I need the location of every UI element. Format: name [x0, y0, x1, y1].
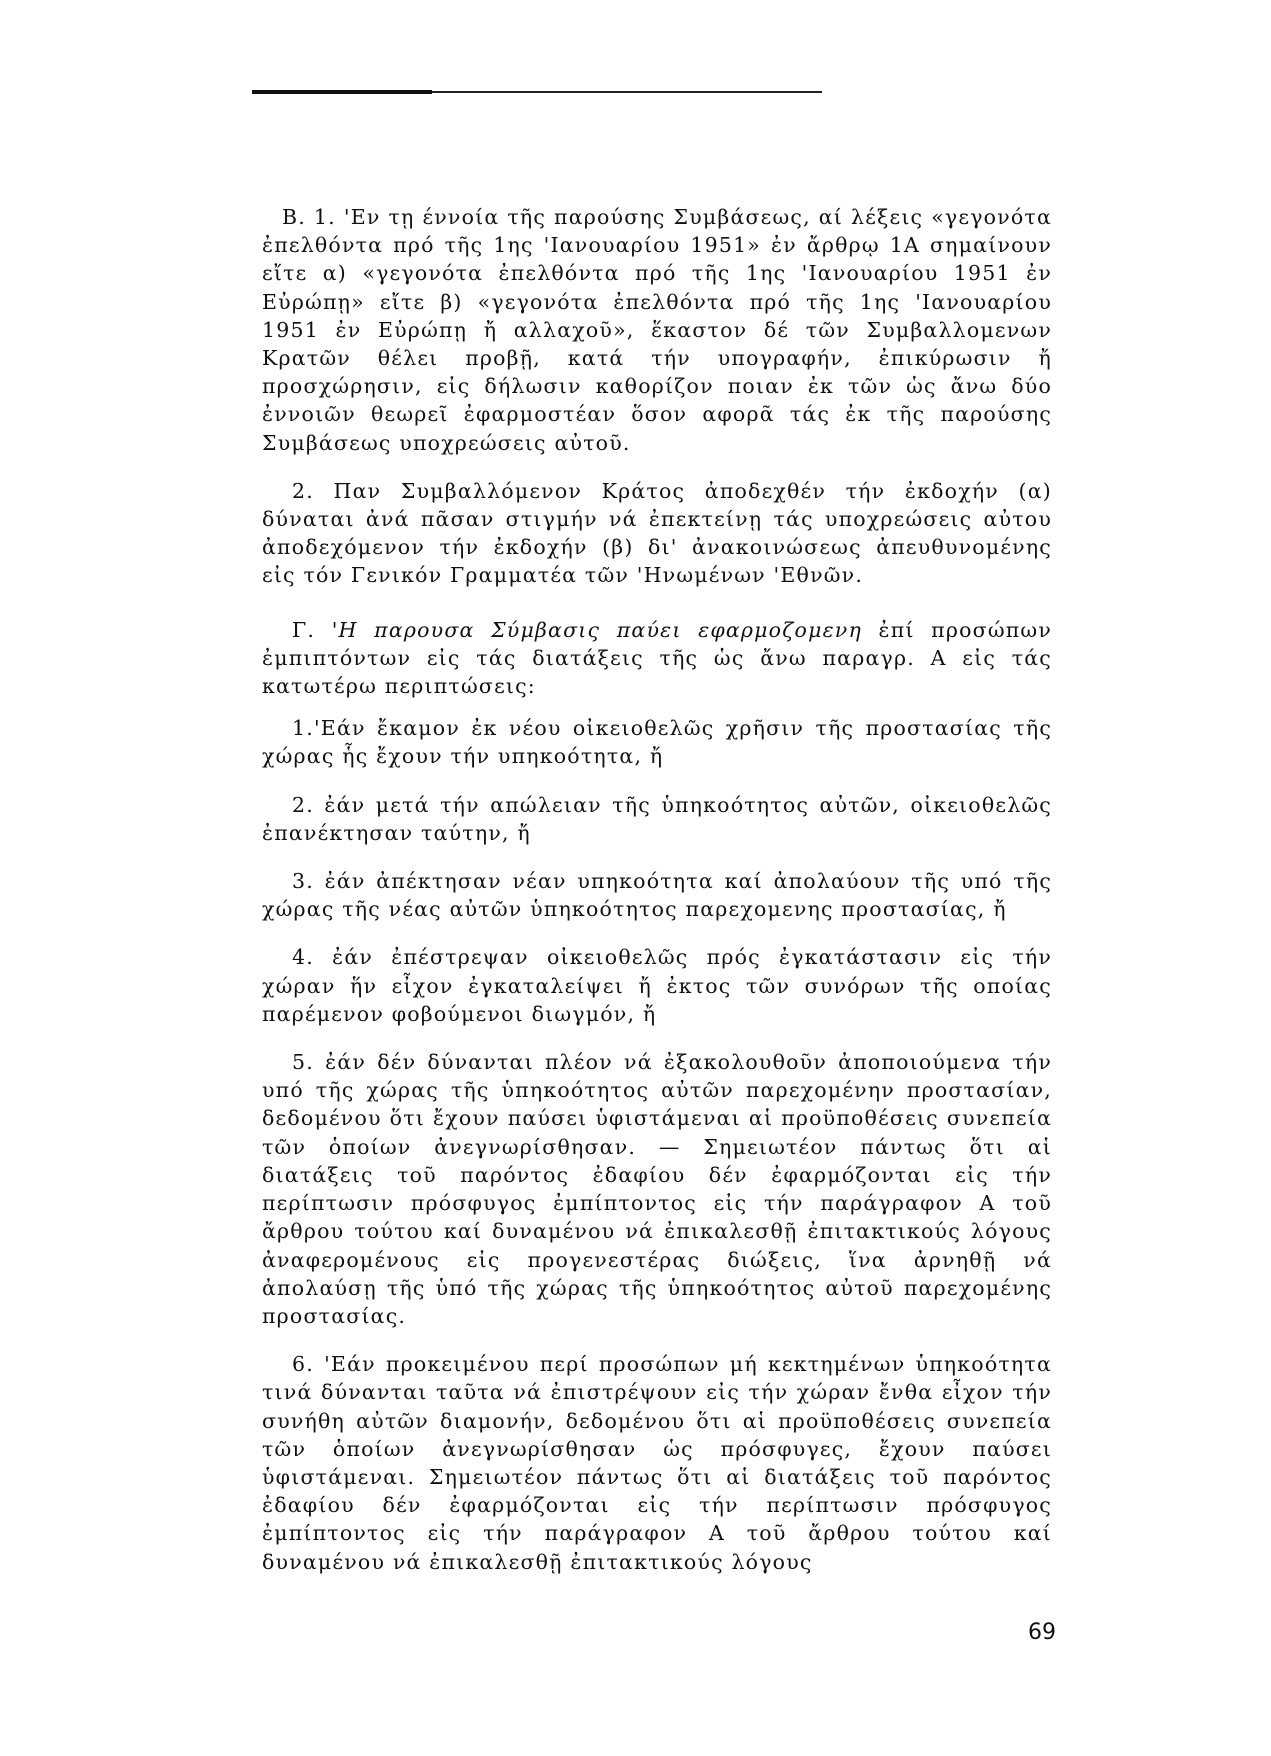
- paragraph-label: 2.: [292, 478, 314, 503]
- list-item-text: ἐάν ἀπέκτησαν νέαν υπηκοότητα καί ἀπολαύουν τῆς υπό τῆς χώρας τῆς νέας αὐτῶν ὑπηκοότητος παρεχομενης προστασίας, ἤ: [262, 869, 1052, 922]
- paragraph-b1: [262, 203, 1052, 457]
- list-item-1: [262, 714, 1052, 770]
- list-item-label: 2.: [292, 792, 314, 817]
- list-item-6: [262, 1350, 1052, 1576]
- paragraph-text: Παν Συμβαλλόμενον Κράτος ἀποδεχθέν τήν ἐκδοχήν (α) δύναται ἀνά πᾶσαν στιγμήν νά ἐπεκτείνῃ τάς υποχρεώσεις αὐτου ἀποδεχόμενον τήν ἐκδοχήν (β) δι' ἀνακοινώσεως ἀπευθυνομένης εἰς τόν Γενικόν Γραμματέα τῶν 'Ηνωμένων 'Εθνῶν.: [262, 478, 1052, 588]
- paragraph-label: Γ.: [292, 617, 316, 642]
- list-item-text: 'Εάν ἔκαμον ἐκ νέου οἰκειοθελῶς χρῆσιν τῆς προστασίας τῆς χώρας ἧς ἔχουν τήν υπηκοότητα, ἤ: [262, 716, 1052, 769]
- paragraph-text: 'Εν τῃ έννοία τῆς παρούσης Συμβάσεως, αί λέξεις «γεγονότα ἐπελθόντα πρό τῆς 1ης 'Ιανουαρίου 1951» ἐν ἄρθρῳ 1Α σημαίνουν εἴτε α) «γεγονότα ἐπελθόντα πρό τῆς 1ης 'Ιανουαρίου 1951 ἐν Εὐρώπῃ» εἴτε β) «γεγονότα ἐπελθόντα πρό τῆς 1ης 'Ιανουαρίου 1951 ἐν Εὐρώπῃ ἤ αλλαχοῦ», ἕκαστον δέ τῶν Συμβαλλομενων Κρατῶν θέλει προβῇ, κατά τήν υπογραφήν, ἐπικύρωσιν ἤ προσχώρησιν, εἰς δήλωσιν καθορίζον ποιαν ἐκ τῶν ὡς ἄνω δύο ἐννοιῶν θεωρεῖ ἐφαρμοστέαν ὅσον αφορᾶ τάς ἐκ τῆς παρούσης Συμβάσεως υποχρεώσεις αὐτοῦ.: [262, 205, 1052, 455]
- list-item-label: 5.: [292, 1050, 314, 1075]
- paragraph-b2: [262, 477, 1052, 590]
- list-item-label: 1.: [292, 716, 314, 741]
- header-rule-thick: [252, 90, 432, 94]
- list-item-5: [262, 1048, 1052, 1330]
- paragraph-text: ἐπί προσώπων ἐμπιπτόντων εἰς τάς διατάξεις τῆς ὡς ἄνω παραγρ. Α εἰς τάς κατωτέρω περιπτώσεις:: [262, 617, 1052, 699]
- paragraph-italic-text: 'Η παρουσα Σύμβασις παύει εφαρμοζομενη: [315, 617, 862, 642]
- page-number: 69: [1028, 1620, 1056, 1645]
- page-body: [262, 203, 1052, 1602]
- paragraph-label: Β. 1.: [282, 205, 336, 229]
- list-item-text: ἐάν δέν δύνανται πλέον νά ἐξακολουθοῦν ἀποποιούμενα τήν υπό τῆς χώρας τῆς ὑπηκοότητος αὐτῶν παρεχομένην προστασίαν, δεδομένου ὅτι ἔχουν παύσει ὑφιστάμεναι αἱ προϋποθέσεις συνεπεία τῶν ὁποίων ἀνεγνωρίσθησαν. — Σημειωτέον πάντως ὅτι αἱ διατάξεις τοῦ παρόντος ἐδαφίου δέν ἐφαρμόζονται εἰς τήν περίπτωσιν πρόσφυγος ἐμπίπτοντος εἰς τήν παράγραφον Α τοῦ ἄρθρου τούτου καί δυναμένου νά ἐπικαλεσθῇ ἐπιτακτικούς λόγους ἀναφερομένους εἰς προγενεστέρας διώξεις, ἵνα ἀρνηθῇ νά ἀπολαύσῃ τῆς ὑπό τῆς χώρας τῆς ὑπηκοότητος αὐτοῦ παρεχομένης προστασίας.: [262, 1050, 1052, 1328]
- list-item-text: ἐάν ἐπέστρεψαν οἰκειοθελῶς πρός ἐγκατάστασιν εἰς τήν χώραν ἥν εἶχον ἐγκαταλείψει ἤ ἐκτος τῶν συνόρων τῆς οποίας παρέμενον φοβούμενοι διωγμόν, ἤ: [262, 945, 1052, 1026]
- list-item-text: 'Εάν προκειμένου περί προσώπων μή κεκτημένων ὑπηκοότητα τινά δύνανται ταῦτα νά ἐπιστρέψουν εἰς τήν χώραν ἔνθα εἶχον τήν συνήθη αὐτῶν διαμονήν, δεδομένου ὅτι αἱ προϋποθέσεις συνεπεία τῶν ὁποίων ἀνεγνωρίσθησαν ὡς πρόσφυγες, ἔχουν παύσει ὑφιστάμεναι. Σημειωτέον πάντως ὅτι αἱ διατάξεις τοῦ παρόντος ἐδαφίου δέν ἐφαρμόζονται εἰς τήν περίπτωσιν πρόσφυγος ἐμπίπτοντος εἰς τήν παράγραφον Α τοῦ ἄρθρου τούτου καί δυναμένου νά ἐπικαλεσθῇ ἐπιτακτικούς λόγους: [262, 1352, 1052, 1574]
- header-rule: [252, 90, 822, 95]
- list-item-2: [262, 791, 1052, 847]
- header-rule-thin: [432, 91, 822, 93]
- list-item-label: 6.: [292, 1352, 314, 1377]
- list-item-label: 3.: [292, 869, 314, 894]
- list-item-3: [262, 867, 1052, 923]
- list-item-label: 4.: [292, 945, 314, 970]
- list-item-4: [262, 943, 1052, 1028]
- list-item-text: ἐάν μετά τήν απώλειαν τῆς ὑπηκοότητος αὐτῶν, οἰκειοθελῶς ἐπανέκτησαν ταύτην, ἤ: [262, 792, 1052, 845]
- paragraph-g: [262, 616, 1052, 701]
